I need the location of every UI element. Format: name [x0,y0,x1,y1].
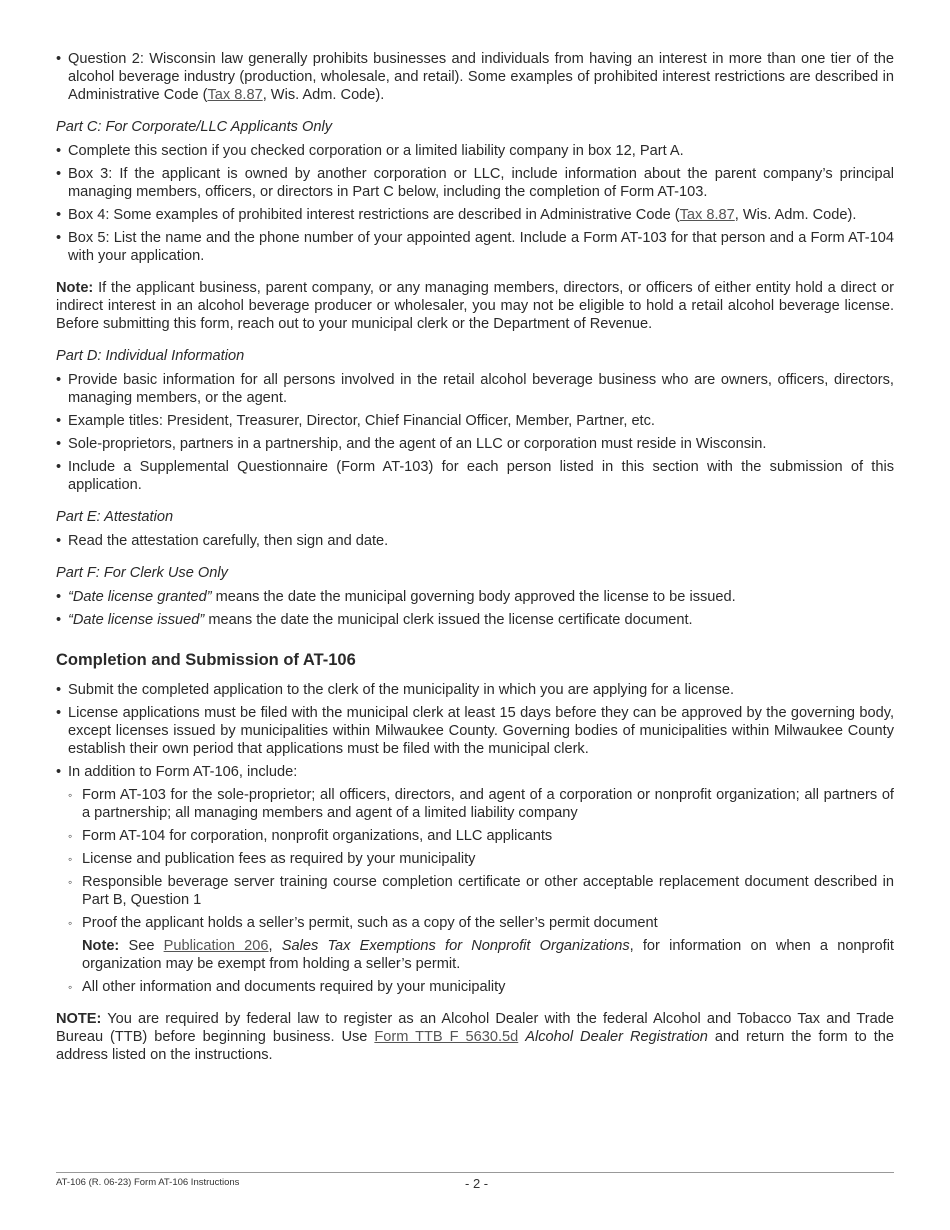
page-number: - 2 - [465,1176,489,1191]
include-item-1: ◦ Form AT-103 for the sole-proprietor; all officers, directors, and agent of a corporation or nonprofit organization; all partners of a partnership; all managing members and agent of a limited liability company [56,786,894,822]
include-item-5: ◦ Proof the applicant holds a seller’s permit, such as a copy of the seller’s permit document [56,914,894,932]
part-d-bullet-4: • Include a Supplemental Questionnaire (Form AT-103) for each person listed in this section with the submission of this application. [56,458,894,494]
part-f-bullet-1 [56,588,894,606]
part-c-bullet-2: • Box 3: If the applicant is owned by another corporation or LLC, include information about the parent company’s principal managing members, officers, or directors in Part C below, including the completion of Form AT-103. [56,165,894,201]
part-d-title: Part D: Individual Information [56,348,245,364]
part-e-title: Part E: Attestation [56,509,174,525]
date-issued-text: means the date the municipal clerk issued the license certificate document. [204,612,693,628]
question-2-bullet [56,50,894,104]
federal-note-text: You are required by federal law to register as an Alcohol Dealer with the federal Alcohol and Tobacco Tax and Trade Bureau (TTB) before beginning business. Use [56,1011,894,1045]
part-e-bullet-1: • Read the attestation carefully, then sign and date. [56,532,894,550]
include-item-6: ◦ All other information and documents required by your municipality [56,978,894,996]
date-issued-term: “Date license issued” [68,612,205,628]
seller-permit-note [56,937,894,973]
part-d-bullet-3: • Sole-proprietors, partners in a partnership, and the agent of an LLC or corporation must reside in Wisconsin. [56,435,894,453]
instructions-page [56,50,894,1064]
date-granted-term: “Date license granted” [68,589,212,605]
include-item-3: ◦ License and publication fees as required by your municipality [56,850,894,868]
federal-note-text-end: and return the form to the address listed on the instructions. [56,1029,894,1063]
federal-note [56,1010,894,1064]
sub-note-label: Note: [82,938,120,954]
part-c-bullet-3 [56,206,894,224]
publication-206-link[interactable]: Publication 206 [163,938,269,954]
ttb-form-link[interactable]: Form TTB F 5630.5d [374,1029,519,1045]
part-d-bullet-2: • Example titles: President, Treasurer, Director, Chief Financial Officer, Member, Partner, etc. [56,412,894,430]
completion-bullet-2: • License applications must be filed with the municipal clerk at least 15 days before they can be approved by the governing body, except licenses issued by municipalities within Milwaukee County. Governing bodies of municipalities within Milwaukee County establish their own period that applications must be filed with the municipal clerk. [56,704,894,758]
sub-note-text: See [119,938,164,954]
tax-887-link-2[interactable]: Tax 8.87 [679,207,735,223]
part-c-bullet-4: • Box 5: List the name and the phone number of your appointed agent. Include a Form AT-103 for that person and a Form AT-104 with your application. [56,229,894,265]
part-c-note [56,279,894,333]
footer-form-id: AT-106 (R. 06-23) Form AT-106 Instructions [56,1177,240,1188]
sub-note-text-end: , for information on when a nonprofit organization may be exempt from holding a seller’s permit. [82,938,894,972]
footer-divider [56,1172,894,1173]
question-2-text-end: , Wis. Adm. Code). [262,87,385,103]
part-c-bullet-3-text: Box 4: Some examples of prohibited interest restrictions are described in Administrative Code ( [68,207,680,223]
sub-note-sep: , [268,938,282,954]
publication-title: Sales Tax Exemptions for Nonprofit Organizations [281,938,630,954]
part-c-bullet-3-text-end: , Wis. Adm. Code). [734,207,857,223]
federal-note-label: NOTE: [56,1011,102,1027]
date-granted-text: means the date the municipal governing body approved the license to be issued. [211,589,736,605]
include-item-2: ◦ Form AT-104 for corporation, nonprofit organizations, and LLC applicants [56,827,894,845]
part-d-bullet-1: • Provide basic information for all persons involved in the retail alcohol beverage business who are owners, officers, directors, managing members, or the agent. [56,371,894,407]
note-text: If the applicant business, parent company, or any managing members, directors, or officers of either entity hold a direct or indirect interest in an alcohol beverage producer or wholesaler, you may not be eligible to hold a retail alcohol beverage license. Before submitting this form, reach out to your municipal clerk or the Department of Revenue. [56,280,894,332]
completion-bullet-3: • In addition to Form AT-106, include: [56,763,894,781]
part-c-title: Part C: For Corporate/LLC Applicants Only [56,119,333,135]
completion-heading: Completion and Submission of AT-106 [56,651,356,669]
alcohol-dealer-registration-title: Alcohol Dealer Registration [525,1029,708,1045]
part-f-title: Part F: For Clerk Use Only [56,565,228,581]
question-2-text: Question 2: Wisconsin law generally prohibits businesses and individuals from having an interest in more than one tier of the alcohol beverage industry (production, wholesale, and retail). Some examples of prohibited interest restrictions are described in Administrative Code ( [68,51,894,103]
completion-bullet-1: • Submit the completed application to the clerk of the municipality in which you are applying for a license. [56,681,894,699]
part-c-bullet-1: • Complete this section if you checked corporation or a limited liability company in box 12, Part A. [56,142,894,160]
note-label: Note: [56,280,94,296]
include-item-4: ◦ Responsible beverage server training course completion certificate or other acceptable replacement document described in Part B, Question 1 [56,873,894,909]
part-f-bullet-2 [56,611,894,629]
tax-887-link[interactable]: Tax 8.87 [207,87,263,103]
